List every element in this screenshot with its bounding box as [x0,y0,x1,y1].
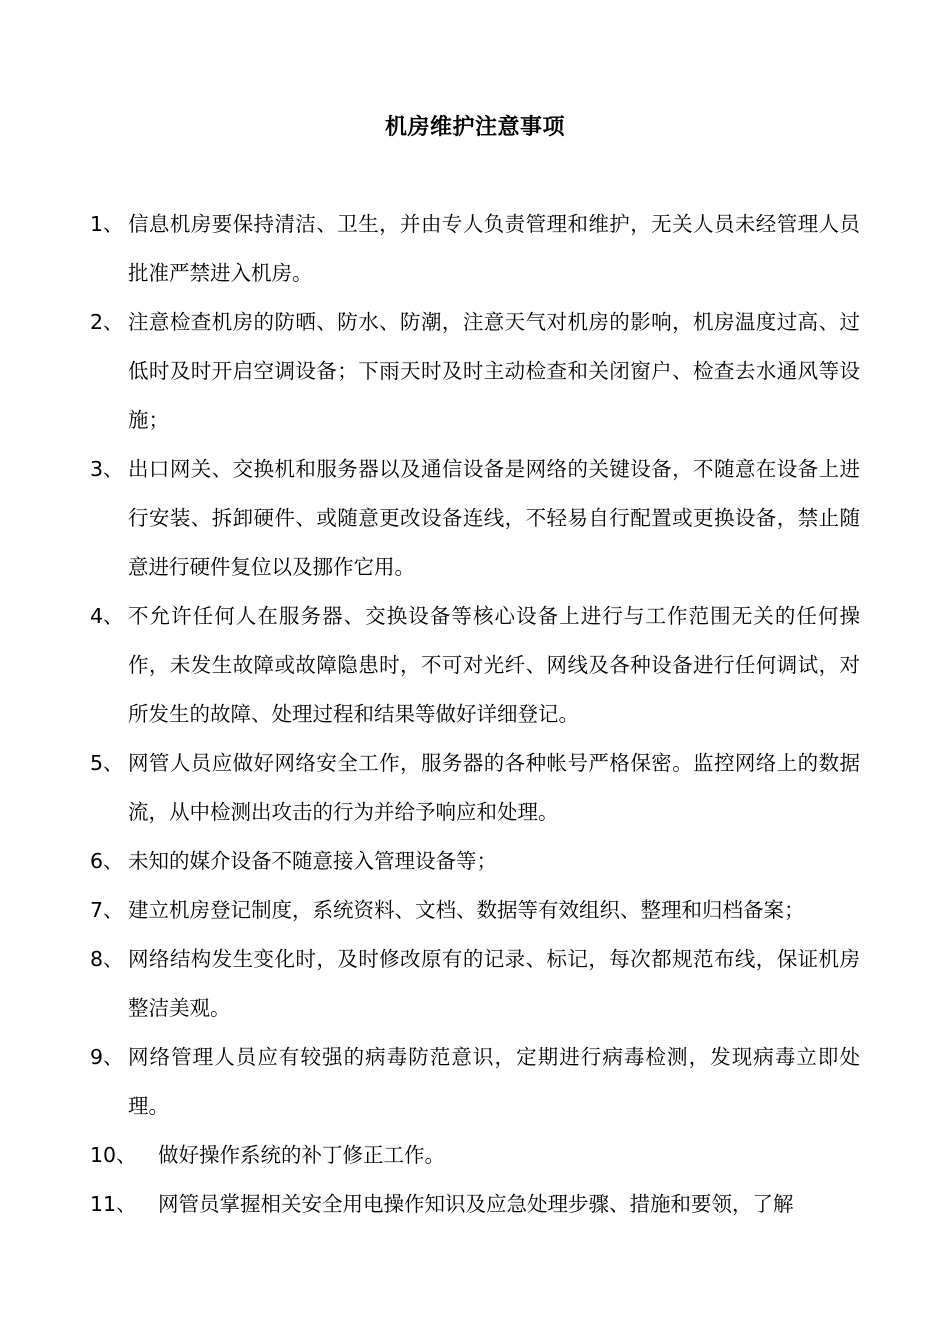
item-number: 7、 [90,898,124,922]
rules-list [90,200,860,1229]
list-item [90,1033,860,1131]
item-text: 信息机房要保持清洁、卫生，并由专人负责管理和维护，无关人员未经管理人员批准严禁进入机房。 [128,212,860,285]
list-item [90,445,860,592]
list-item [90,200,860,298]
item-text: 网管人员应做好网络安全工作，服务器的各种帐号严格保密。监控网络上的数据流，从中检测出攻击的行为并给予响应和处理。 [128,751,860,824]
item-number: 8、 [90,947,124,971]
list-item [90,935,860,1033]
item-number: 5、 [90,751,124,775]
item-text: 出口网关、交换机和服务器以及通信设备是网络的关键设备，不随意在设备上进行安装、拆卸硬件、或随意更改设备连线，不轻易自行配置或更换设备，禁止随意进行硬件复位以及挪作它用。 [128,457,860,579]
item-text: 网管员掌握相关安全用电操作知识及应急处理步骤、措施和要领，了解 [158,1192,794,1216]
list-item [90,298,860,445]
item-text: 未知的媒介设备不随意接入管理设备等； [128,849,497,873]
list-item [90,837,860,886]
list-item [90,1131,860,1180]
list-item [90,739,860,837]
item-text: 网络管理人员应有较强的病毒防范意识，定期进行病毒检测，发现病毒立即处理。 [128,1045,860,1118]
item-number: 10、 [90,1143,137,1167]
item-number: 2、 [90,310,124,334]
item-text: 建立机房登记制度，系统资料、文档、数据等有效组织、整理和归档备案； [128,898,805,922]
item-text: 网络结构发生变化时，及时修改原有的记录、标记，每次都规范布线，保证机房整洁美观。 [128,947,860,1020]
item-number: 11、 [90,1192,137,1216]
item-number: 3、 [90,457,124,481]
item-number: 1、 [90,212,124,236]
list-item [90,886,860,935]
item-number: 6、 [90,849,124,873]
list-item [90,592,860,739]
item-number: 4、 [90,604,124,628]
item-number: 9、 [90,1045,124,1069]
document-title: 机房维护注意事项 [384,115,565,140]
item-text: 做好操作系统的补丁修正工作。 [158,1143,445,1167]
list-item [90,1180,860,1229]
item-text: 不允许任何人在服务器、交换设备等核心设备上进行与工作范围无关的任何操作，未发生故障或故障隐患时，不可对光纤、网线及各种设备进行任何调试，对所发生的故障、处理过程和结果等做好详细登记。 [128,604,860,726]
item-text: 注意检查机房的防晒、防水、防潮，注意天气对机房的影响，机房温度过高、过低时及时开启空调设备；下雨天时及时主动检查和关闭窗户、检查去水通风等设施； [128,310,860,432]
